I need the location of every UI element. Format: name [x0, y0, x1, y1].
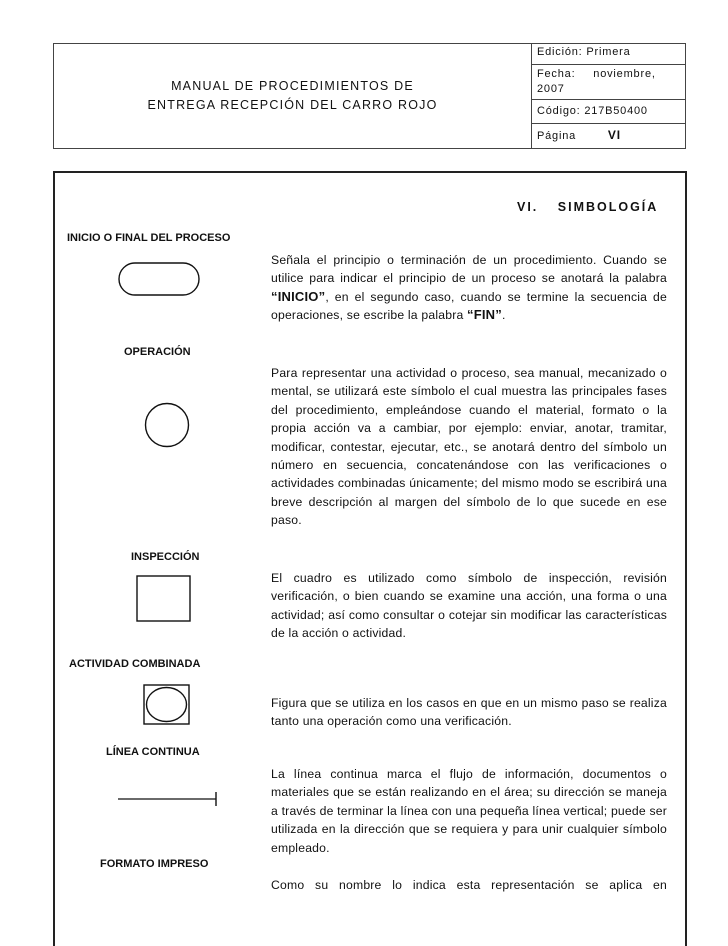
page-label: Página: [537, 130, 577, 142]
desc-linea-continua: La línea continua marca el flujo de información, documentos o materiales que se están realizando en el área; su dirección se maneja a través de terminar la línea con una pequeña línea vertical; puede ser utilizada en la dirección que se requiera y para unir cualquier símbolo empleado.: [271, 767, 667, 855]
edition-cell: [532, 44, 685, 65]
operation-circle-icon: [143, 402, 191, 448]
desc-operacion: Para representar una actividad o proceso, sea manual, mecanizado o mental, se utilizará este símbolo el cual muestra las principales fases del procedimiento, empleándose cuando el material, formato o la propia acción va a cambiar, por ejemplo: enviar, anotar, tramitar, modificar, contestar, ejecutar, etc., se anotará dentro del símbolo un número en secuencia, concatenándose con las verificaciones o actividades combinadas únicamente; del mismo modo se escribirá una breve descripción al margen del símbolo de lo que sucede en ese paso.: [271, 366, 667, 528]
symbol-label-inicio-final: INICIO O FINAL DEL PROCESO: [67, 232, 231, 244]
section-title: VI. SIMBOLOGÍA: [517, 200, 659, 214]
page-cell: [532, 124, 685, 147]
symbol-label-inspeccion: INSPECCIÓN: [131, 551, 200, 563]
header-info-cells: [532, 44, 685, 147]
desc-inicio-final-a: Señala el principio o terminación de un procedimiento. Cuando se utilice para indicar el principio de un proceso se anotará la palabra: [271, 253, 667, 286]
symbol-label-formato-impreso: FORMATO IMPRESO: [100, 858, 209, 870]
desc-fin-word: “FIN”: [467, 307, 502, 323]
page-number: VI: [607, 128, 621, 142]
date-year: 2007: [537, 83, 565, 95]
desc-inspeccion: El cuadro es utilizado como símbolo de inspección, revisión verificación, o bien cuando se examine una acción, una forma o una actividad; así como consultar o cotejar sin modificar las características de la acción o actividad.: [271, 571, 667, 641]
manual-title-line1: MANUAL DE PROCEDIMIENTOS DE: [171, 79, 414, 93]
symbol-label-actividad-combinada: ACTIVIDAD COMBINADA: [69, 658, 201, 670]
terminator-symbol-icon: [118, 262, 200, 296]
combined-activity-icon: [143, 684, 191, 726]
symbol-label-linea-continua: LÍNEA CONTINUA: [106, 746, 200, 758]
desc-inicio-final-b: , en el segundo caso, cuando se termine la secuencia de operaciones, se escribe la palabra: [271, 289, 667, 323]
document-header: [53, 43, 686, 149]
date-label: Fecha:: [537, 68, 576, 80]
edition-text: Edición: Primera: [537, 46, 631, 58]
desc-inicio-final: [271, 251, 667, 325]
desc-actividad-combinada: Figura que se utiliza en los casos en que en un mismo paso se realiza tanto una operación como una verificación.: [271, 696, 667, 729]
date-cell: [532, 65, 685, 100]
inspection-square-icon: [136, 575, 192, 623]
code-text: Código: 217B50400: [537, 105, 648, 117]
manual-title: [54, 44, 532, 148]
code-cell: [532, 100, 685, 124]
date-value: noviembre,: [593, 68, 656, 80]
desc-inicio-word: “INICIO”: [271, 288, 326, 304]
desc-formato-impreso: Como su nombre lo indica esta representación se aplica en: [271, 878, 667, 892]
continuous-line-icon: [116, 790, 220, 808]
manual-title-line2: ENTREGA RECEPCIÓN DEL CARRO ROJO: [147, 98, 438, 112]
desc-inicio-final-c: .: [501, 308, 506, 323]
symbol-label-operacion: OPERACIÓN: [124, 346, 191, 358]
